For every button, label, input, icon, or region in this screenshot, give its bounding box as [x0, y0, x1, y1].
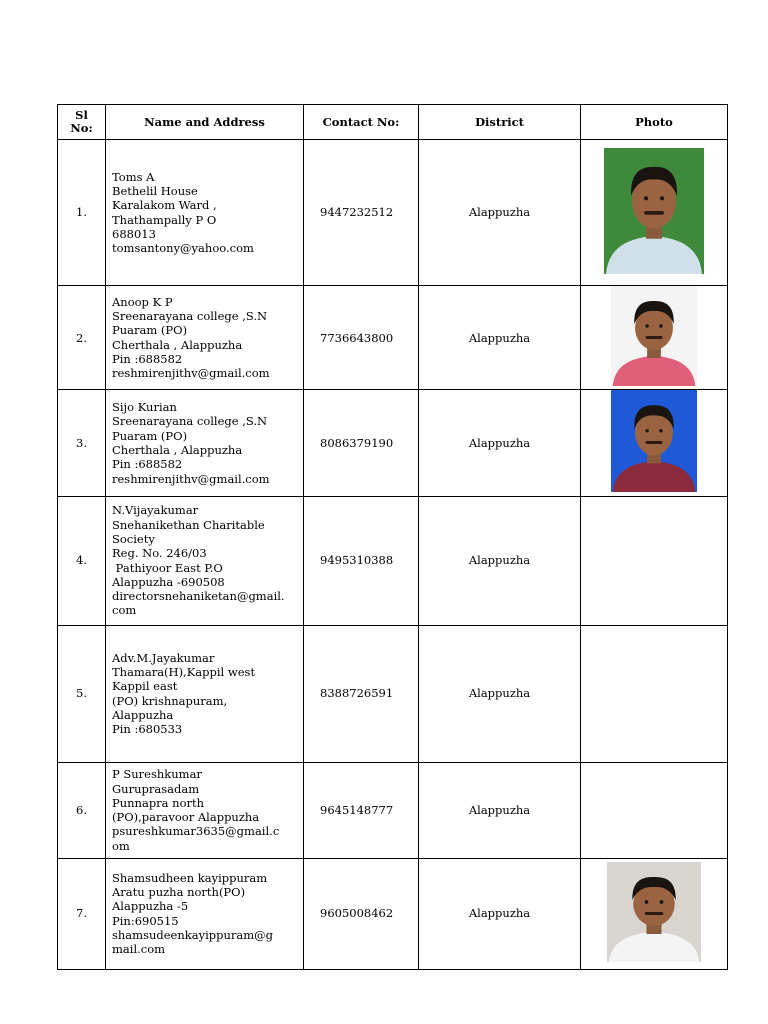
address-line: Pin :688582 [112, 351, 183, 366]
table-row [58, 286, 728, 390]
row-sl-no: 3. [58, 390, 106, 496]
row-sl-no: 2. [58, 286, 106, 390]
row-sl-no: 1. [58, 140, 106, 286]
row-photo-cell [581, 625, 728, 762]
row-contact: 9645148777 [304, 762, 419, 858]
row-sl-no: 5. [58, 625, 106, 762]
person-photo [611, 286, 697, 386]
row-contact: 7736643800 [304, 286, 419, 390]
table-row [58, 390, 728, 496]
person-photo [604, 148, 704, 274]
address-line: Cherthala , Alappuzha [112, 337, 243, 352]
person-photo [607, 862, 701, 962]
row-name-address [106, 625, 304, 762]
address-line: Puaram (PO) [112, 323, 188, 338]
row-sl-no: 7. [58, 858, 106, 969]
address-line: shamsudeenkayippuram@g [112, 927, 274, 942]
row-photo-cell [581, 496, 728, 625]
address-line: (PO) krishnapuram, [112, 693, 228, 708]
table-row [58, 140, 728, 286]
address-line: directorsnehaniketan@gmail. [112, 589, 285, 604]
table-row [58, 625, 728, 762]
contacts-table [57, 104, 728, 970]
address-line: Alappuzha [112, 707, 174, 722]
address-line: Alappuzha -5 [112, 899, 189, 914]
header-contact: Contact No: [304, 105, 419, 140]
address-line: Thathampally P O [112, 212, 217, 227]
row-district: Alappuzha [419, 625, 581, 762]
header-sl-no: Sl No: [58, 105, 106, 140]
address-line: P Sureshkumar [112, 767, 202, 782]
header-row [58, 105, 728, 140]
address-line: Anoop K P [112, 294, 173, 309]
row-sl-no: 6. [58, 762, 106, 858]
address-line: N.Vijayakumar [112, 503, 199, 518]
header-photo: Photo [581, 105, 728, 140]
address-line: Reg. No. 246/03 [112, 546, 207, 561]
person-photo [611, 390, 697, 492]
row-sl-no: 4. [58, 496, 106, 625]
header-district: District [419, 105, 581, 140]
address-line: Alappuzha -690508 [112, 574, 225, 589]
table-row [58, 496, 728, 625]
address-line: (PO),paravoor Alappuzha [112, 810, 260, 825]
address-line: reshmirenjithv@gmail.com [112, 366, 270, 381]
row-district: Alappuzha [419, 390, 581, 496]
table-row [58, 858, 728, 969]
row-photo-cell [581, 762, 728, 858]
address-line: psureshkumar3635@gmail.c [112, 824, 280, 839]
address-line: Society [112, 532, 155, 546]
row-name-address [106, 858, 304, 969]
address-line: Karalakom Ward , [112, 198, 217, 213]
row-district: Alappuzha [419, 286, 581, 390]
address-line: Sijo Kurian [112, 400, 177, 415]
address-line: 688013 [112, 226, 156, 241]
address-line: Pin :680533 [112, 722, 183, 737]
table-row [58, 762, 728, 858]
address-line: Kappil east [112, 679, 178, 694]
address-line: Aratu puzha north(PO) [112, 885, 246, 899]
address-line: om [112, 838, 130, 853]
address-line: Cherthala , Alappuzha [112, 442, 243, 457]
row-contact: 9495310388 [304, 496, 419, 625]
row-district: Alappuzha [419, 140, 581, 286]
address-line: Pin:690515 [112, 913, 179, 928]
row-district: Alappuzha [419, 858, 581, 969]
address-line: com [112, 603, 137, 618]
address-line: reshmirenjithv@gmail.com [112, 471, 270, 486]
address-line: Sreenarayana college ,S.N [112, 309, 268, 324]
row-photo-cell [581, 140, 728, 286]
address-line: Adv.M.Jayakumar [112, 650, 215, 665]
row-name-address [106, 496, 304, 625]
address-line: Puaram (PO) [112, 428, 188, 443]
row-photo-cell [581, 390, 728, 496]
address-line: Pin :688582 [112, 457, 183, 472]
row-name-address [106, 286, 304, 390]
address-line: Snehanikethan Charitable [112, 517, 265, 532]
row-name-address [106, 390, 304, 496]
row-district: Alappuzha [419, 496, 581, 625]
row-photo-cell [581, 286, 728, 390]
address-line: Shamsudheen kayippuram [112, 870, 268, 885]
address-line: Pathiyoor East P.O [112, 560, 223, 575]
address-line: Thamara(H),Kappil west [112, 665, 256, 679]
address-line: mail.com [112, 942, 166, 957]
address-line: Sreenarayana college ,S.N [112, 414, 268, 429]
row-name-address [106, 140, 304, 286]
address-line: tomsantony@yahoo.com [112, 241, 254, 256]
row-contact: 9447232512 [304, 140, 419, 286]
row-contact: 8388726591 [304, 625, 419, 762]
row-district: Alappuzha [419, 762, 581, 858]
address-line: Punnapra north [112, 795, 205, 810]
row-name-address [106, 762, 304, 858]
row-photo-cell [581, 858, 728, 969]
row-contact: 8086379190 [304, 390, 419, 496]
header-name-address: Name and Address [106, 105, 304, 140]
row-contact: 9605008462 [304, 858, 419, 969]
address-line: Toms A [112, 169, 155, 184]
address-line: Bethelil House [112, 183, 198, 198]
address-line: Guruprasadam [112, 781, 200, 796]
